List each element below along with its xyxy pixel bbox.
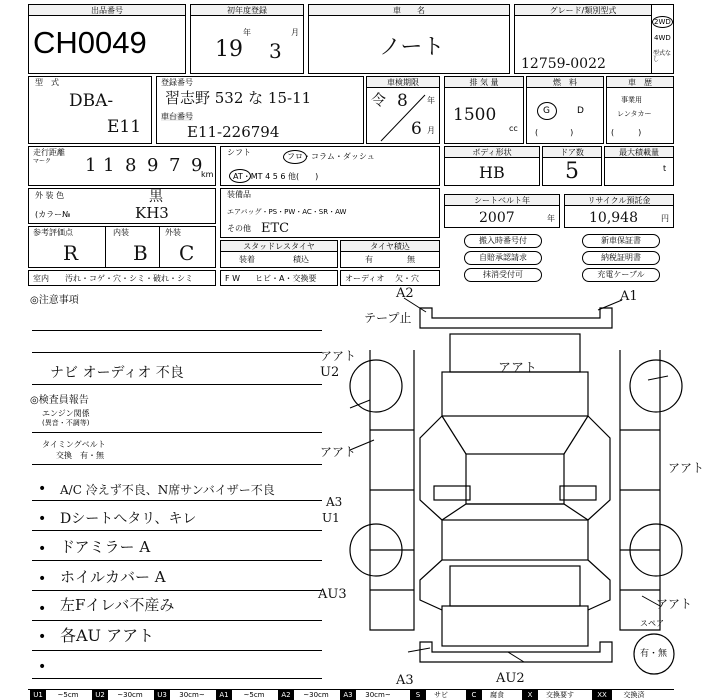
- first-reg-month-unit: 月: [291, 28, 299, 37]
- legend-text: 交換要す: [546, 691, 574, 699]
- legend-text: 30cm~: [365, 691, 391, 699]
- damage-mark: U2: [320, 365, 340, 380]
- car-diagram: [330, 290, 700, 690]
- inspection-year-unit: 年: [427, 96, 435, 105]
- damage-mark: アアト: [656, 597, 693, 611]
- body-box: [444, 146, 540, 186]
- engine-sub: (異音・不調等): [42, 419, 90, 427]
- tire-label: タイヤ積込: [341, 241, 439, 252]
- inspector-item: 各AU アアト: [60, 626, 155, 645]
- audio-label: オーディオ: [345, 274, 385, 283]
- exterior-label: 外装: [165, 228, 181, 237]
- service-button[interactable]: 新車保証書: [582, 234, 660, 248]
- model-code-label: 型 式: [35, 78, 59, 87]
- inspector-item: ホイルカバー A: [60, 568, 166, 586]
- displacement-unit: cc: [509, 124, 518, 133]
- lot-number: CH0049: [33, 25, 147, 60]
- color-code-value: KH3: [135, 204, 169, 222]
- fuel-box: [526, 76, 604, 144]
- fuel-g: G: [543, 106, 550, 116]
- seatbelt-unit: 年: [547, 214, 555, 223]
- fuel-label: 燃 料: [527, 77, 603, 88]
- mileage-digit: 1: [103, 155, 115, 176]
- lot-label: 出品番号: [29, 5, 185, 16]
- recycle-box: [564, 194, 674, 228]
- displacement-box: [444, 76, 524, 144]
- service-button[interactable]: 納税証明書: [582, 251, 660, 265]
- chassis-label: 車台番号: [161, 112, 193, 121]
- interior-label: 内装: [113, 228, 129, 237]
- doors-box: [542, 146, 602, 186]
- color-code-label: (カラー№: [35, 210, 71, 219]
- history-box: [606, 76, 674, 144]
- drive-2wd: 2WD: [654, 18, 671, 26]
- timing-label: タイミングベルト: [42, 440, 106, 449]
- fw-items: ヒビ・A・交換要: [255, 274, 317, 283]
- equipment-row1: エアバッグ・PS・PW・AC・SR・AW: [227, 208, 347, 216]
- legend-text: 腐食: [490, 691, 504, 699]
- inspector-item: 左Fイレバ不産み: [60, 596, 175, 614]
- grade-box: [514, 4, 674, 74]
- doors-value: 5: [565, 159, 579, 184]
- legend-code: A1: [216, 690, 232, 700]
- fuel-paren: ( ): [535, 128, 574, 137]
- service-button[interactable]: 自賠承認請求: [464, 251, 542, 265]
- service-button[interactable]: 搬入時番号付: [464, 234, 542, 248]
- drive-2wd-circle: [652, 16, 673, 28]
- color-value: 黒: [149, 189, 163, 205]
- interior-value: B: [133, 241, 148, 265]
- shift-floor-circle: [283, 150, 307, 164]
- capacity-unit: t: [663, 164, 667, 173]
- legend-code: U3: [154, 690, 170, 700]
- spare-options: 有・無: [640, 649, 668, 659]
- model-name-label: 車 名: [309, 5, 509, 16]
- damage-mark: AU3: [318, 587, 347, 602]
- inspection-box: [366, 76, 440, 144]
- audio-items: 欠・穴: [395, 274, 419, 283]
- legend-code: XX: [592, 690, 612, 700]
- inspection-era: 令: [371, 91, 387, 109]
- damage-mark: テープ止: [364, 311, 412, 325]
- studless-box: [220, 240, 338, 268]
- recycle-label: リサイクル預託金: [565, 195, 673, 206]
- history-rental: レンタカー: [617, 110, 652, 118]
- color-box: [28, 188, 216, 224]
- eval-value: R: [63, 241, 79, 265]
- legend-text: ~30cm: [303, 691, 329, 699]
- mileage-meter-label: マーク: [33, 158, 52, 165]
- inspector-title: ◎検査員報告: [30, 395, 89, 406]
- inspection-label: 車検期限: [367, 77, 439, 88]
- inspection-month-unit: 月: [427, 126, 435, 135]
- recycle-unit: 円: [661, 214, 669, 223]
- mileage-digit: 9: [147, 155, 159, 176]
- model-code-2: E11: [107, 117, 142, 137]
- fuel-d: D: [577, 106, 584, 116]
- reg-no-value: 習志野 532 な 15-11: [165, 89, 312, 107]
- legend-text: ~5cm: [57, 691, 79, 699]
- history-paren: ( ): [611, 128, 642, 137]
- studless-loaded: 積込: [293, 255, 309, 264]
- equipment-box: [220, 188, 440, 238]
- mileage-unit: km: [201, 170, 214, 179]
- grade-label: グレード/類別型式: [515, 5, 651, 16]
- interior-cond-label: 室内: [33, 274, 49, 283]
- damage-mark: アアト: [320, 445, 357, 459]
- mileage-digit: 8: [125, 155, 137, 176]
- inspector-item: ドアミラー A: [60, 538, 151, 556]
- tire-yes: 有: [365, 255, 373, 264]
- history-business: 事業用: [621, 96, 642, 104]
- grade-value: 12759-0022: [521, 56, 606, 72]
- damage-mark: A3: [396, 673, 414, 688]
- damage-mark: A3: [326, 495, 343, 509]
- legend-code: U1: [30, 690, 46, 700]
- legend-text: 30cm~: [179, 691, 205, 699]
- color-label: 外 装 色: [35, 191, 65, 200]
- damage-mark: AU2: [496, 671, 525, 686]
- exterior-value: C: [179, 241, 195, 265]
- seatbelt-box: [444, 194, 560, 228]
- displacement-label: 排 気 量: [445, 77, 523, 88]
- interior-cond-items: 汚れ・コゲ・穴・シミ・破れ・シミ: [65, 274, 193, 283]
- tire-no: 無: [407, 255, 415, 264]
- evaluation-box: [28, 226, 216, 268]
- fw-label: F W: [225, 274, 241, 283]
- damage-mark: U1: [322, 511, 340, 525]
- doors-label: ドア数: [543, 147, 601, 158]
- fuel-g-circle: [537, 102, 557, 120]
- reg-no-label: 登録番号: [161, 78, 193, 87]
- damage-mark: アアト: [668, 461, 704, 475]
- drive-none: 型式なし: [653, 50, 672, 63]
- legend-code: C: [466, 690, 482, 700]
- engine-label: エンジン関係: [42, 409, 90, 418]
- model-name: ノート: [379, 35, 445, 60]
- shift-options-2: AT・MT 4 5 6 他( ): [233, 172, 319, 181]
- damage-mark: アアト: [320, 349, 357, 363]
- mileage-digit: 9: [191, 155, 203, 176]
- first-reg-year-unit: 年: [243, 28, 251, 37]
- seatbelt-label: シートベルト年: [445, 195, 559, 206]
- first-reg-month: 3: [269, 39, 282, 63]
- legend-code: X: [522, 690, 538, 700]
- interior-condition-box: [28, 270, 216, 286]
- capacity-box: [604, 146, 674, 186]
- audio-box: [340, 270, 440, 286]
- history-label: 車 歴: [607, 77, 673, 88]
- service-button[interactable]: 充電ケーブル: [582, 268, 660, 282]
- shift-box: [220, 146, 440, 186]
- lot-box: [28, 4, 186, 74]
- recycle-value: 10,948: [589, 210, 638, 226]
- drive-options: [651, 5, 673, 73]
- equipment-row2-value: ETC: [261, 221, 290, 236]
- legend-text: ~5cm: [243, 691, 265, 699]
- spare-label: スペア: [640, 619, 664, 628]
- shift-options-1: フロ・コラム・ダッシュ: [287, 152, 375, 161]
- legend-code: S: [410, 690, 426, 700]
- service-button[interactable]: 抹消受付可: [464, 268, 542, 282]
- notes-line1: ナビ オーディオ 不良: [50, 365, 184, 381]
- model-code-1: DBA-: [69, 91, 114, 111]
- registration-box: [156, 76, 364, 144]
- model-code-box: [28, 76, 152, 144]
- model-name-box: [308, 4, 510, 74]
- shift-at-circle: [229, 169, 251, 183]
- mileage-label: 走行距離: [33, 148, 65, 157]
- inspection-slash: [367, 89, 439, 143]
- shift-label: シフト: [227, 148, 251, 157]
- equipment-label: 装備品: [227, 190, 251, 199]
- seatbelt-value: 2007: [479, 210, 515, 226]
- damage-mark: A2: [396, 286, 414, 301]
- fw-box: [220, 270, 338, 286]
- displacement-value: 1500: [453, 105, 497, 125]
- first-reg-label: 初年度登録: [191, 5, 303, 16]
- mileage-box: [28, 146, 216, 186]
- timing-sub: 交換 有・無: [56, 451, 104, 460]
- legend-text: ~30cm: [117, 691, 143, 699]
- inspector-item: A/C 冷えず不良、N席サンバイザー不良: [60, 483, 275, 497]
- damage-mark: A1: [620, 289, 638, 304]
- legend-text: 交換済: [623, 691, 645, 699]
- inspector-item: Dシートへタリ、キレ: [60, 511, 197, 527]
- inspection-month: 6: [411, 119, 422, 139]
- mileage-digit: 1: [85, 155, 97, 176]
- drive-4wd: 4WD: [654, 34, 671, 42]
- notes-title: ◎注意事項: [30, 295, 79, 306]
- legend-text: サビ: [434, 691, 448, 699]
- legend-code: U2: [92, 690, 108, 700]
- capacity-label: 最大積載量: [605, 147, 673, 158]
- tire-box: [340, 240, 440, 268]
- body-label: ボディ形状: [445, 147, 539, 158]
- chassis-value: E11-226794: [187, 123, 280, 141]
- first-reg-year: 19: [215, 37, 243, 62]
- first-registration-box: [190, 4, 304, 74]
- body-value: HB: [479, 163, 505, 182]
- eval-label: 参考評価点: [33, 228, 73, 237]
- damage-mark: アアト: [498, 361, 538, 376]
- inspection-year: 8: [397, 91, 408, 111]
- studless-label: スタッドレスタイヤ: [221, 241, 337, 252]
- legend-code: A2: [278, 690, 294, 700]
- legend-code: A3: [340, 690, 356, 700]
- equipment-row2-label: その他: [227, 224, 251, 233]
- studless-mounted: 装着: [239, 255, 255, 264]
- mileage-digit: 7: [169, 155, 181, 176]
